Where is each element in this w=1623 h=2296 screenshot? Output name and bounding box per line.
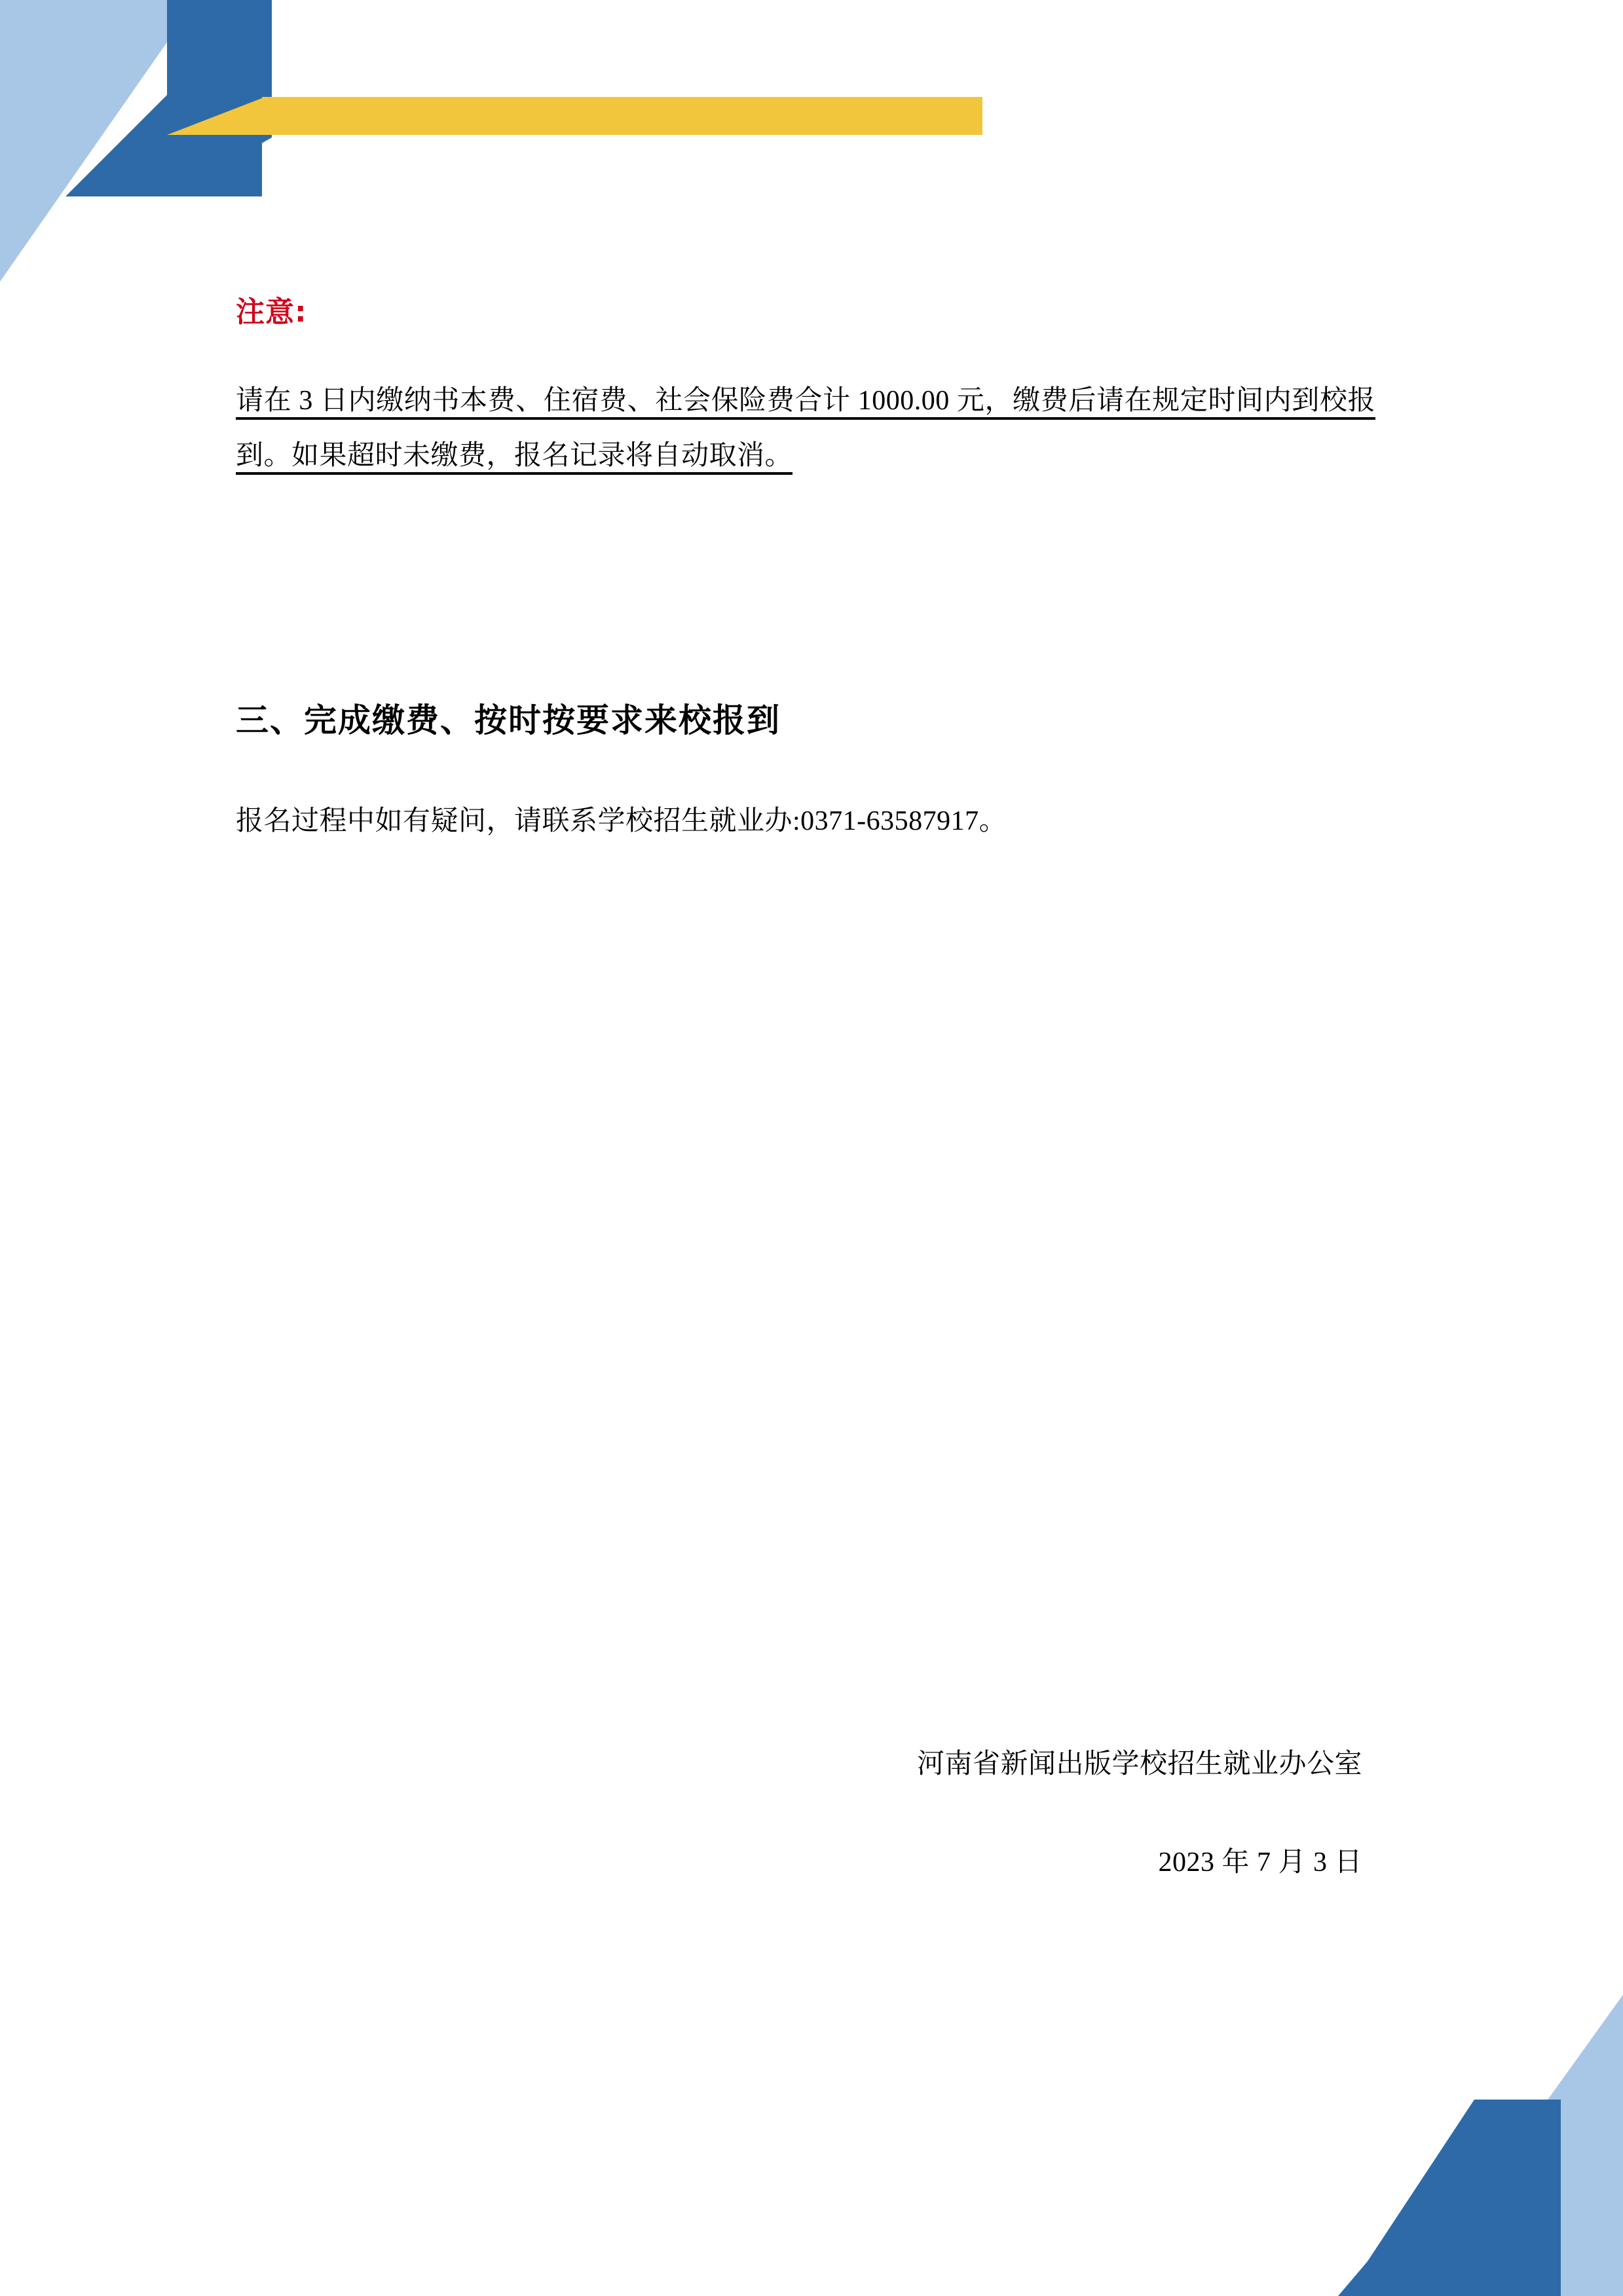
decoration-top-left-dark-triangle: [65, 0, 262, 196]
signature-date: 2023 年 7 月 3 日: [1158, 1847, 1362, 1878]
notice-label: 注意:: [236, 295, 307, 329]
section-paragraph: 报名过程中如有疑问，请联系学校招生就业办:0371-63587917。: [236, 806, 1007, 836]
section-heading: 三、完成缴费、按时按要求来校报到: [236, 701, 781, 739]
notice-body-text: 请在 3 日内缴纳书本费、住宿费、社会保险费合计 1000.00 元，缴费后请在规定时间内到校报到。如果超时未缴费，报名记录将自动取消。: [236, 386, 1375, 471]
decoration-top-left-light-triangle: [0, 0, 196, 282]
document-content: [236, 0, 1408, 2296]
signature-organization: 河南省新闻出版学校招生就业办公室: [916, 1749, 1362, 1779]
decoration-bottom-right-light-triangle: [1407, 1995, 1623, 2296]
